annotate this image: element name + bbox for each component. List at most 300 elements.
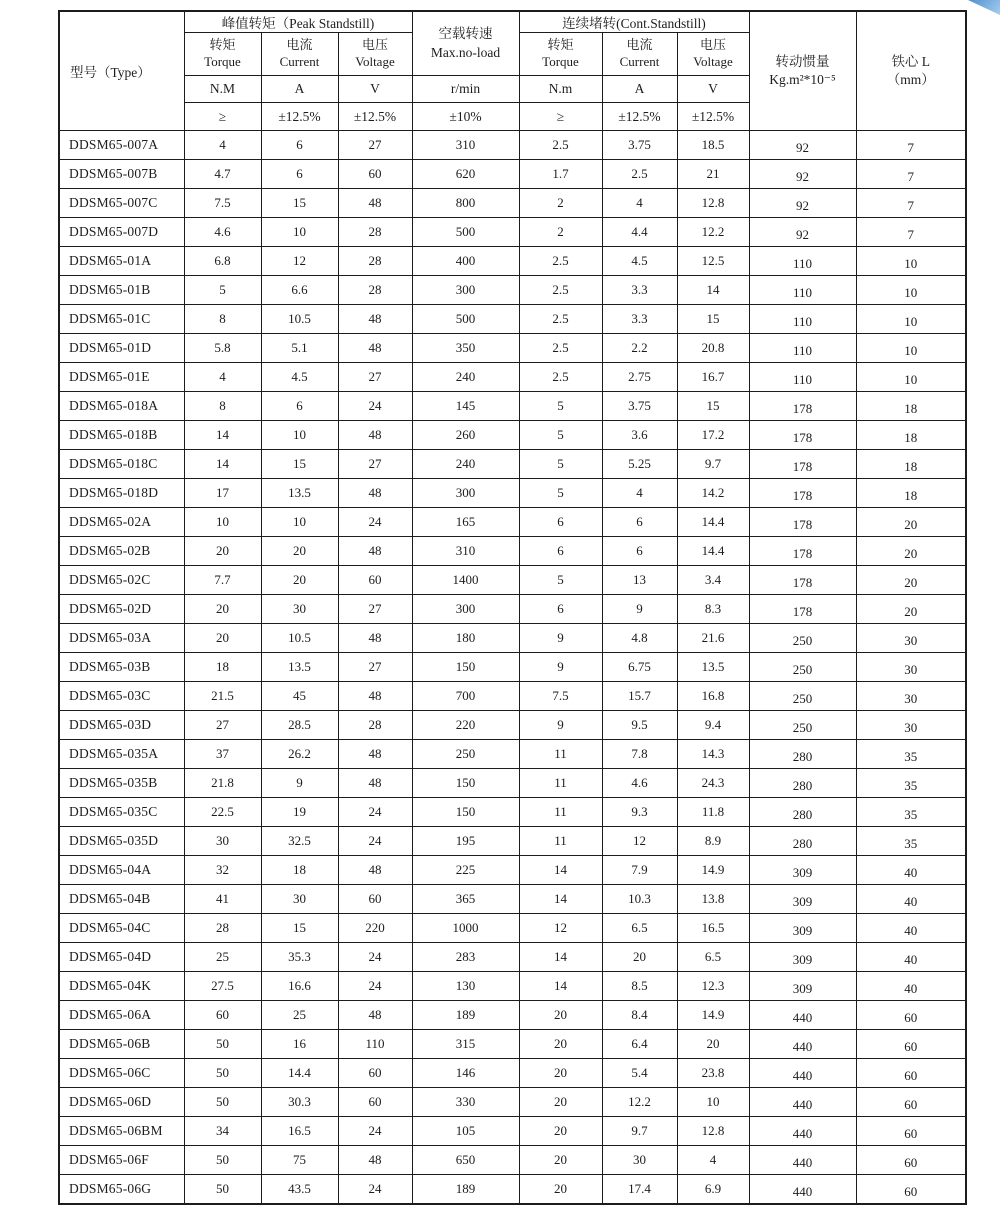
- cont-current-cell: 4.4: [602, 218, 677, 247]
- inertia-cell: 440: [749, 1146, 856, 1175]
- cont-voltage-header-en: Voltage: [693, 54, 733, 69]
- type-cell: DDSM65-01D: [59, 334, 184, 363]
- cont-torque-cell: 20: [519, 1059, 602, 1088]
- peak-voltage-header: [338, 33, 412, 76]
- noload-speed-cell: 146: [412, 1059, 519, 1088]
- core-length-cell: 60: [856, 1059, 966, 1088]
- type-cell: DDSM65-02D: [59, 595, 184, 624]
- inertia-cell: 110: [749, 363, 856, 392]
- table-row: [59, 131, 966, 160]
- inertia-cell: 440: [749, 1088, 856, 1117]
- cont-torque-header-cn: 转矩: [547, 37, 574, 53]
- peak-voltage-cell: 48: [338, 682, 412, 711]
- peak-voltage-unit: V: [338, 76, 412, 103]
- cont-torque-cell: 9: [519, 653, 602, 682]
- type-cell: DDSM65-018D: [59, 479, 184, 508]
- peak-voltage-cell: 27: [338, 653, 412, 682]
- type-cell: DDSM65-02C: [59, 566, 184, 595]
- cont-torque-cell: 14: [519, 856, 602, 885]
- peak-voltage-cell: 60: [338, 885, 412, 914]
- cont-torque-cell: 1.7: [519, 160, 602, 189]
- core-length-cell: 60: [856, 1030, 966, 1059]
- noload-speed-cell: 650: [412, 1146, 519, 1175]
- type-cell: DDSM65-06A: [59, 1001, 184, 1030]
- noload-speed-cell: 130: [412, 972, 519, 1001]
- peak-current-tolerance: ±12.5%: [261, 103, 338, 131]
- cont-voltage-cell: 9.7: [677, 450, 749, 479]
- table-header: [59, 11, 966, 131]
- core-length-cell: 60: [856, 1001, 966, 1030]
- peak-voltage-cell: 24: [338, 1175, 412, 1205]
- peak-torque-cell: 27: [184, 711, 261, 740]
- peak-torque-cell: 7.7: [184, 566, 261, 595]
- cont-voltage-cell: 11.8: [677, 798, 749, 827]
- noload-speed-cell: 500: [412, 305, 519, 334]
- inertia-cell: 440: [749, 1175, 856, 1205]
- table-row: [59, 740, 966, 769]
- header-group-row: [59, 11, 966, 33]
- cont-torque-tolerance: ≥: [519, 103, 602, 131]
- peak-current-cell: 10.5: [261, 624, 338, 653]
- type-cell: DDSM65-02B: [59, 537, 184, 566]
- cont-current-cell: 17.4: [602, 1175, 677, 1205]
- type-column-header: 型号（Type）: [59, 11, 184, 131]
- peak-torque-cell: 50: [184, 1088, 261, 1117]
- core-length-header-cn: 铁心 L: [891, 53, 931, 69]
- noload-speed-cell: 189: [412, 1175, 519, 1205]
- peak-torque-cell: 5.8: [184, 334, 261, 363]
- peak-voltage-cell: 48: [338, 769, 412, 798]
- peak-voltage-cell: 27: [338, 595, 412, 624]
- peak-torque-cell: 5: [184, 276, 261, 305]
- peak-torque-cell: 10: [184, 508, 261, 537]
- cont-voltage-cell: 17.2: [677, 421, 749, 450]
- page-corner-marker: [968, 0, 1000, 15]
- inertia-cell: 280: [749, 740, 856, 769]
- peak-current-cell: 28.5: [261, 711, 338, 740]
- table-body: [59, 131, 966, 1205]
- type-cell: DDSM65-04C: [59, 914, 184, 943]
- cont-voltage-header-cn: 电压: [699, 37, 726, 53]
- table-row: [59, 1059, 966, 1088]
- inertia-cell: 92: [749, 218, 856, 247]
- type-cell: DDSM65-007D: [59, 218, 184, 247]
- peak-torque-cell: 6.8: [184, 247, 261, 276]
- peak-torque-cell: 25: [184, 943, 261, 972]
- type-cell: DDSM65-06D: [59, 1088, 184, 1117]
- peak-current-cell: 10.5: [261, 305, 338, 334]
- core-length-cell: 7: [856, 131, 966, 160]
- inertia-column-header: [749, 11, 856, 131]
- motor-spec-table: [58, 10, 967, 1205]
- table-row: [59, 1030, 966, 1059]
- cont-torque-cell: 6: [519, 537, 602, 566]
- cont-voltage-cell: 9.4: [677, 711, 749, 740]
- core-length-cell: 18: [856, 479, 966, 508]
- type-cell: DDSM65-06BM: [59, 1117, 184, 1146]
- cont-torque-header-en: Torque: [542, 54, 579, 69]
- noload-speed-cell: 300: [412, 595, 519, 624]
- peak-standstill-group-header: 峰值转矩（Peak Standstill): [184, 11, 412, 33]
- type-cell: DDSM65-007B: [59, 160, 184, 189]
- type-cell: DDSM65-06F: [59, 1146, 184, 1175]
- cont-voltage-cell: 8.9: [677, 827, 749, 856]
- type-cell: DDSM65-018C: [59, 450, 184, 479]
- cont-torque-unit: N.m: [519, 76, 602, 103]
- core-length-cell: 20: [856, 537, 966, 566]
- peak-torque-cell: 21.5: [184, 682, 261, 711]
- peak-current-cell: 43.5: [261, 1175, 338, 1205]
- cont-current-cell: 3.3: [602, 305, 677, 334]
- core-length-cell: 10: [856, 247, 966, 276]
- type-cell: DDSM65-018B: [59, 421, 184, 450]
- table-row: [59, 537, 966, 566]
- cont-current-cell: 30: [602, 1146, 677, 1175]
- peak-torque-cell: 50: [184, 1146, 261, 1175]
- cont-current-cell: 20: [602, 943, 677, 972]
- peak-torque-cell: 22.5: [184, 798, 261, 827]
- type-cell: DDSM65-035A: [59, 740, 184, 769]
- peak-current-cell: 10: [261, 218, 338, 247]
- core-length-cell: 7: [856, 218, 966, 247]
- peak-current-cell: 16.5: [261, 1117, 338, 1146]
- core-length-cell: 30: [856, 653, 966, 682]
- core-length-cell: 60: [856, 1146, 966, 1175]
- peak-voltage-cell: 27: [338, 363, 412, 392]
- peak-voltage-cell: 110: [338, 1030, 412, 1059]
- peak-current-cell: 5.1: [261, 334, 338, 363]
- peak-current-cell: 12: [261, 247, 338, 276]
- noload-speed-header: [412, 11, 519, 76]
- type-cell: DDSM65-02A: [59, 508, 184, 537]
- noload-speed-cell: 315: [412, 1030, 519, 1059]
- peak-current-cell: 30: [261, 595, 338, 624]
- table-row: [59, 247, 966, 276]
- cont-voltage-cell: 8.3: [677, 595, 749, 624]
- peak-current-cell: 14.4: [261, 1059, 338, 1088]
- inertia-cell: 250: [749, 653, 856, 682]
- peak-torque-cell: 18: [184, 653, 261, 682]
- peak-voltage-header-cn: 电压: [361, 37, 388, 53]
- type-cell: DDSM65-007A: [59, 131, 184, 160]
- inertia-cell: 440: [749, 1117, 856, 1146]
- cont-voltage-cell: 18.5: [677, 131, 749, 160]
- table-row: [59, 769, 966, 798]
- core-length-cell: 20: [856, 566, 966, 595]
- type-cell: DDSM65-04A: [59, 856, 184, 885]
- core-length-cell: 30: [856, 624, 966, 653]
- peak-current-cell: 26.2: [261, 740, 338, 769]
- peak-voltage-cell: 48: [338, 624, 412, 653]
- type-cell: DDSM65-03B: [59, 653, 184, 682]
- core-length-cell: 30: [856, 711, 966, 740]
- cont-current-header: [602, 33, 677, 76]
- table-row: [59, 885, 966, 914]
- inertia-cell: 309: [749, 914, 856, 943]
- peak-torque-cell: 50: [184, 1175, 261, 1205]
- cont-torque-cell: 20: [519, 1175, 602, 1205]
- noload-speed-cell: 225: [412, 856, 519, 885]
- cont-torque-cell: 11: [519, 798, 602, 827]
- cont-current-cell: 6.4: [602, 1030, 677, 1059]
- inertia-cell: 92: [749, 160, 856, 189]
- cont-voltage-cell: 12.8: [677, 189, 749, 218]
- peak-current-cell: 19: [261, 798, 338, 827]
- cont-voltage-cell: 16.8: [677, 682, 749, 711]
- cont-torque-cell: 14: [519, 943, 602, 972]
- table-row: [59, 276, 966, 305]
- cont-current-cell: 6: [602, 537, 677, 566]
- noload-speed-cell: 365: [412, 885, 519, 914]
- peak-torque-cell: 30: [184, 827, 261, 856]
- type-cell: DDSM65-06C: [59, 1059, 184, 1088]
- table-row: [59, 798, 966, 827]
- cont-current-cell: 4.8: [602, 624, 677, 653]
- table-row: [59, 682, 966, 711]
- core-length-cell: 40: [856, 885, 966, 914]
- type-cell: DDSM65-035D: [59, 827, 184, 856]
- peak-torque-cell: 7.5: [184, 189, 261, 218]
- peak-voltage-cell: 60: [338, 160, 412, 189]
- inertia-cell: 250: [749, 682, 856, 711]
- peak-voltage-cell: 24: [338, 392, 412, 421]
- cont-current-unit: A: [602, 76, 677, 103]
- noload-speed-cell: 195: [412, 827, 519, 856]
- core-length-cell: 7: [856, 189, 966, 218]
- table-row: [59, 566, 966, 595]
- peak-torque-cell: 20: [184, 624, 261, 653]
- core-length-cell: 60: [856, 1117, 966, 1146]
- noload-speed-cell: 260: [412, 421, 519, 450]
- peak-torque-cell: 17: [184, 479, 261, 508]
- peak-torque-cell: 50: [184, 1030, 261, 1059]
- table-row: [59, 914, 966, 943]
- type-cell: DDSM65-01C: [59, 305, 184, 334]
- noload-speed-unit: r/min: [412, 76, 519, 103]
- table-row: [59, 1001, 966, 1030]
- cont-torque-cell: 6: [519, 508, 602, 537]
- peak-voltage-cell: 27: [338, 450, 412, 479]
- cont-current-cell: 9: [602, 595, 677, 624]
- cont-torque-cell: 20: [519, 1117, 602, 1146]
- cont-voltage-cell: 14.4: [677, 508, 749, 537]
- peak-current-cell: 13.5: [261, 653, 338, 682]
- inertia-cell: 92: [749, 131, 856, 160]
- inertia-cell: 178: [749, 508, 856, 537]
- cont-current-cell: 5.4: [602, 1059, 677, 1088]
- noload-speed-cell: 310: [412, 131, 519, 160]
- peak-current-cell: 15: [261, 189, 338, 218]
- peak-voltage-cell: 60: [338, 1059, 412, 1088]
- cont-torque-cell: 2: [519, 218, 602, 247]
- peak-voltage-cell: 24: [338, 827, 412, 856]
- type-cell: DDSM65-06B: [59, 1030, 184, 1059]
- noload-speed-cell: 180: [412, 624, 519, 653]
- core-length-column-header: [856, 11, 966, 131]
- noload-speed-cell: 400: [412, 247, 519, 276]
- cont-torque-cell: 5: [519, 566, 602, 595]
- peak-voltage-cell: 220: [338, 914, 412, 943]
- cont-current-cell: 13: [602, 566, 677, 595]
- core-length-cell: 40: [856, 914, 966, 943]
- cont-current-cell: 12: [602, 827, 677, 856]
- peak-torque-cell: 14: [184, 450, 261, 479]
- type-cell: DDSM65-03A: [59, 624, 184, 653]
- type-cell: DDSM65-01A: [59, 247, 184, 276]
- peak-torque-cell: 4.7: [184, 160, 261, 189]
- cont-torque-cell: 12: [519, 914, 602, 943]
- peak-torque-cell: 20: [184, 595, 261, 624]
- peak-voltage-cell: 48: [338, 856, 412, 885]
- peak-current-cell: 6: [261, 160, 338, 189]
- cont-voltage-cell: 16.7: [677, 363, 749, 392]
- table-row: [59, 827, 966, 856]
- peak-current-cell: 9: [261, 769, 338, 798]
- cont-voltage-cell: 10: [677, 1088, 749, 1117]
- peak-voltage-cell: 48: [338, 740, 412, 769]
- table-row: [59, 479, 966, 508]
- noload-speed-cell: 150: [412, 653, 519, 682]
- peak-current-header-cn: 电流: [286, 37, 313, 53]
- cont-voltage-cell: 15: [677, 305, 749, 334]
- core-length-cell: 18: [856, 450, 966, 479]
- cont-voltage-cell: 13.8: [677, 885, 749, 914]
- core-length-cell: 30: [856, 682, 966, 711]
- noload-speed-cell: 150: [412, 798, 519, 827]
- table-row: [59, 1175, 966, 1205]
- cont-current-cell: 4: [602, 479, 677, 508]
- cont-voltage-cell: 14.3: [677, 740, 749, 769]
- peak-torque-cell: 14: [184, 421, 261, 450]
- noload-speed-header-cn: 空载转速: [438, 26, 493, 42]
- cont-torque-cell: 9: [519, 624, 602, 653]
- cont-current-cell: 3.3: [602, 276, 677, 305]
- peak-voltage-cell: 28: [338, 247, 412, 276]
- peak-current-cell: 16.6: [261, 972, 338, 1001]
- peak-torque-cell: 28: [184, 914, 261, 943]
- cont-current-cell: 10.3: [602, 885, 677, 914]
- cont-torque-cell: 2: [519, 189, 602, 218]
- cont-voltage-cell: 16.5: [677, 914, 749, 943]
- cont-current-cell: 5.25: [602, 450, 677, 479]
- table-row: [59, 1117, 966, 1146]
- peak-torque-cell: 8: [184, 392, 261, 421]
- core-length-cell: 40: [856, 856, 966, 885]
- table-row: [59, 624, 966, 653]
- peak-voltage-cell: 48: [338, 189, 412, 218]
- core-length-cell: 10: [856, 363, 966, 392]
- peak-current-cell: 10: [261, 508, 338, 537]
- cont-torque-cell: 5: [519, 479, 602, 508]
- peak-current-cell: 16: [261, 1030, 338, 1059]
- type-cell: DDSM65-035C: [59, 798, 184, 827]
- noload-speed-cell: 1400: [412, 566, 519, 595]
- cont-torque-cell: 2.5: [519, 276, 602, 305]
- type-cell: DDSM65-04K: [59, 972, 184, 1001]
- peak-torque-cell: 32: [184, 856, 261, 885]
- inertia-cell: 178: [749, 392, 856, 421]
- cont-torque-cell: 20: [519, 1088, 602, 1117]
- peak-torque-cell: 50: [184, 1059, 261, 1088]
- peak-voltage-cell: 48: [338, 421, 412, 450]
- cont-voltage-unit: V: [677, 76, 749, 103]
- type-cell: DDSM65-01B: [59, 276, 184, 305]
- noload-speed-cell: 330: [412, 1088, 519, 1117]
- cont-standstill-group-header: 连续堵转(Cont.Standstill): [519, 11, 749, 33]
- peak-voltage-cell: 60: [338, 566, 412, 595]
- noload-speed-cell: 1000: [412, 914, 519, 943]
- inertia-cell: 178: [749, 450, 856, 479]
- peak-current-unit: A: [261, 76, 338, 103]
- core-length-cell: 35: [856, 740, 966, 769]
- cont-current-cell: 8.5: [602, 972, 677, 1001]
- inertia-cell: 309: [749, 885, 856, 914]
- cont-voltage-cell: 12.5: [677, 247, 749, 276]
- noload-speed-cell: 165: [412, 508, 519, 537]
- inertia-cell: 178: [749, 595, 856, 624]
- cont-torque-cell: 2.5: [519, 363, 602, 392]
- cont-voltage-cell: 6.9: [677, 1175, 749, 1205]
- peak-voltage-cell: 48: [338, 334, 412, 363]
- peak-torque-cell: 8: [184, 305, 261, 334]
- cont-current-cell: 4.6: [602, 769, 677, 798]
- table-row: [59, 653, 966, 682]
- noload-speed-cell: 240: [412, 363, 519, 392]
- cont-current-cell: 2.5: [602, 160, 677, 189]
- noload-speed-tolerance: ±10%: [412, 103, 519, 131]
- table-row: [59, 450, 966, 479]
- core-length-cell: 60: [856, 1175, 966, 1205]
- table-row: [59, 595, 966, 624]
- noload-speed-cell: 620: [412, 160, 519, 189]
- cont-voltage-cell: 20.8: [677, 334, 749, 363]
- inertia-cell: 280: [749, 798, 856, 827]
- type-cell: DDSM65-04B: [59, 885, 184, 914]
- inertia-cell: 280: [749, 827, 856, 856]
- table-row: [59, 1146, 966, 1175]
- type-cell: DDSM65-018A: [59, 392, 184, 421]
- inertia-cell: 178: [749, 479, 856, 508]
- peak-voltage-cell: 24: [338, 943, 412, 972]
- inertia-cell: 309: [749, 943, 856, 972]
- peak-voltage-cell: 28: [338, 218, 412, 247]
- peak-torque-cell: 4: [184, 131, 261, 160]
- cont-voltage-header: [677, 33, 749, 76]
- inertia-cell: 440: [749, 1059, 856, 1088]
- peak-torque-header-en: Torque: [204, 54, 241, 69]
- cont-current-cell: 4.5: [602, 247, 677, 276]
- core-length-header-unit: （mm）: [886, 72, 935, 87]
- core-length-cell: 20: [856, 595, 966, 624]
- table-row: [59, 334, 966, 363]
- cont-current-cell: 6.5: [602, 914, 677, 943]
- peak-current-cell: 6.6: [261, 276, 338, 305]
- noload-speed-header-en: Max.no-load: [430, 44, 501, 60]
- noload-speed-cell: 105: [412, 1117, 519, 1146]
- cont-voltage-tolerance: ±12.5%: [677, 103, 749, 131]
- peak-torque-cell: 60: [184, 1001, 261, 1030]
- cont-voltage-cell: 4: [677, 1146, 749, 1175]
- peak-torque-cell: 34: [184, 1117, 261, 1146]
- noload-speed-cell: 700: [412, 682, 519, 711]
- cont-torque-cell: 2.5: [519, 247, 602, 276]
- table-row: [59, 363, 966, 392]
- peak-current-cell: 30.3: [261, 1088, 338, 1117]
- core-length-cell: 10: [856, 276, 966, 305]
- core-length-cell: 10: [856, 334, 966, 363]
- cont-current-cell: 3.75: [602, 392, 677, 421]
- inertia-cell: 110: [749, 305, 856, 334]
